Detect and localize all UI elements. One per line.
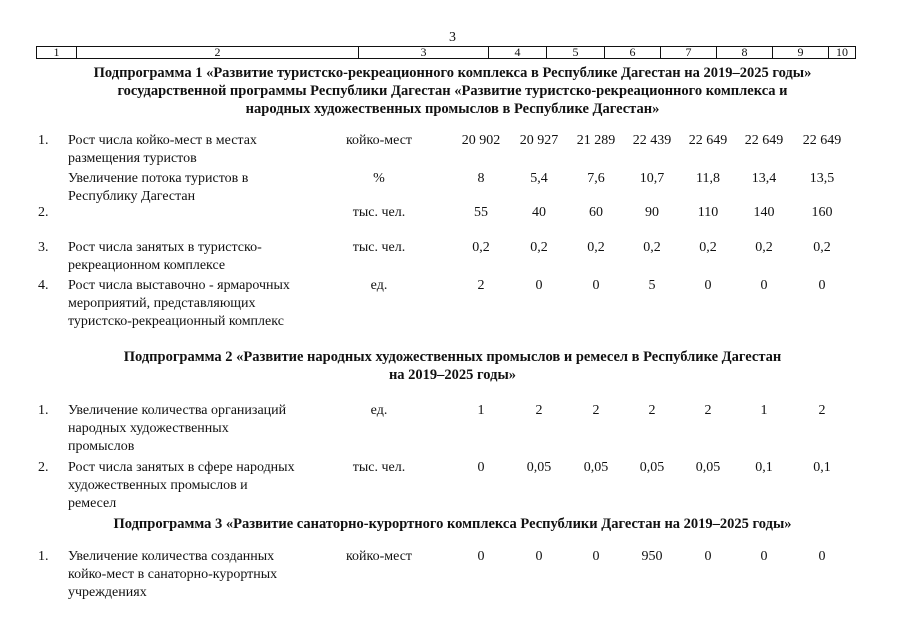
value-2024: 22 649 [744, 133, 784, 148]
value-2019: 1 [477, 403, 485, 418]
subprogram-1-title [0, 64, 905, 118]
row-number: 2. [38, 460, 49, 475]
table-row [0, 132, 905, 166]
header-col-6: 6 [605, 47, 661, 58]
row-number: 2. [38, 205, 49, 220]
unit-cell: ед. [370, 403, 388, 418]
header-col-9: 9 [773, 47, 829, 58]
value-2024: 1 [760, 403, 768, 418]
value-2025: 0 [818, 278, 826, 293]
value-2023: 110 [697, 205, 719, 220]
table-row [0, 548, 905, 600]
header-col-7: 7 [661, 47, 717, 58]
value-2020: 20 927 [519, 133, 559, 148]
value-2025: 13,5 [809, 171, 835, 186]
value-2020: 40 [532, 205, 546, 220]
indicator-name [68, 277, 326, 331]
indicator-name [68, 239, 326, 275]
unit-cell: койко-мест [345, 133, 413, 148]
value-2024: 0,2 [755, 240, 773, 255]
value-2019: 2 [477, 278, 485, 293]
header-col-8: 8 [717, 47, 773, 58]
value-2019: 55 [474, 205, 488, 220]
value-2022: 0,2 [643, 240, 661, 255]
subprogram-1-title-line: государственной программы Республики Дагестан «Развитие туристско-рекреационного комплекса и [117, 83, 788, 99]
value-2022: 22 439 [632, 133, 672, 148]
subprogram-1-title-line: народных художественных промыслов в Республике Дагестан» [245, 101, 660, 117]
indicator-name-line: художественных промыслов и [68, 478, 248, 493]
value-2025: 2 [818, 403, 826, 418]
subprogram-2-title-line: на 2019–2025 годы» [388, 367, 517, 383]
value-2023: 0 [704, 549, 712, 564]
value-2024: 0 [760, 549, 768, 564]
value-2021: 7,6 [587, 171, 605, 186]
value-2021: 0 [592, 549, 600, 564]
table-row [0, 459, 905, 511]
indicator-name-line: народных художественных [68, 421, 229, 436]
value-2023: 0,05 [695, 460, 721, 475]
indicator-name-line: туристско-рекреационный комплекс [68, 314, 284, 329]
unit-cell: тыс. чел. [352, 205, 406, 220]
indicator-name-line: койко-мест в санаторно-курортных [68, 567, 278, 582]
indicator-name [68, 459, 326, 513]
value-2021: 0,2 [587, 240, 605, 255]
row-number: 1. [38, 133, 49, 148]
indicator-name-line: учреждениях [68, 585, 147, 600]
subprogram-3-title-line: Подпрограмма 3 «Развитие санаторно-курортного комплекса Республики Дагестан на 2019–2025 годы» [113, 516, 792, 532]
unit-cell: тыс. чел. [352, 240, 406, 255]
value-2020: 2 [535, 403, 543, 418]
value-2023: 0,2 [699, 240, 717, 255]
indicator-name [68, 132, 326, 168]
header-col-10: 10 [836, 45, 848, 59]
subprogram-3-title [0, 515, 905, 533]
indicator-name-line: Увеличение количества организаций [68, 403, 287, 418]
unit-cell: % [373, 171, 385, 186]
value-2022: 5 [648, 278, 656, 293]
value-2023: 22 649 [688, 133, 728, 148]
table-row [0, 277, 905, 329]
value-2022: 90 [645, 205, 659, 220]
indicator-name-line: Республику Дагестан [68, 189, 196, 204]
header-col-2: 2 [77, 47, 359, 58]
indicator-name-line: Рост числа занятых в туристско- [68, 240, 262, 255]
value-2021: 60 [589, 205, 603, 220]
subprogram-2-title [0, 348, 905, 384]
indicator-name [68, 548, 326, 602]
value-2021: 2 [592, 403, 600, 418]
indicator-name-line: размещения туристов [68, 151, 197, 166]
subprogram-1-title-line: Подпрограмма 1 «Развитие туристско-рекреационного комплекса в Республике Дагестан на 2019–2025 годы» [93, 65, 812, 81]
header-col-5: 5 [547, 47, 605, 58]
value-2020: 0,2 [530, 240, 548, 255]
value-2020: 0 [535, 278, 543, 293]
column-number-header [36, 46, 856, 59]
unit-cell: койко-мест [345, 549, 413, 564]
unit-cell: ед. [370, 278, 388, 293]
value-2025: 0,1 [813, 460, 831, 475]
value-2019: 20 902 [461, 133, 501, 148]
value-2022: 950 [641, 549, 663, 564]
value-2024: 13,4 [751, 171, 777, 186]
value-2025: 160 [811, 205, 833, 220]
value-2019: 0,2 [472, 240, 490, 255]
value-2025: 22 649 [802, 133, 842, 148]
value-2020: 5,4 [530, 171, 548, 186]
value-2020: 0 [535, 549, 543, 564]
indicator-name-line: Увеличение потока туристов в [68, 171, 249, 186]
indicator-name-line: промыслов [68, 439, 135, 454]
indicator-name-line: мероприятий, представляющих [68, 296, 256, 311]
value-2024: 0 [760, 278, 768, 293]
header-col-4: 4 [489, 47, 547, 58]
indicator-name-line: ремесел [68, 496, 117, 511]
value-2022: 2 [648, 403, 656, 418]
table-row [0, 402, 905, 454]
value-2023: 2 [704, 403, 712, 418]
value-2022: 0,05 [639, 460, 665, 475]
table-row [0, 204, 905, 224]
table-row [0, 170, 905, 204]
value-2019: 0 [477, 549, 485, 564]
table-row [0, 239, 905, 273]
row-number: 3. [38, 240, 49, 255]
value-2024: 140 [753, 205, 775, 220]
value-2024: 0,1 [755, 460, 773, 475]
indicator-name-line: рекреационном комплексе [68, 258, 226, 273]
value-2019: 8 [477, 171, 485, 186]
indicator-name-line: Рост числа занятых в сфере народных [68, 460, 295, 475]
value-2021: 0,05 [583, 460, 609, 475]
row-number: 1. [38, 403, 49, 418]
value-2025: 0 [818, 549, 826, 564]
value-2021: 21 289 [576, 133, 616, 148]
indicator-name-line: Рост числа койко-мест в местах [68, 133, 257, 148]
indicator-name [68, 170, 326, 206]
subprogram-2-title-line: Подпрограмма 2 «Развитие народных художественных промыслов и ремесел в Республике Дагестан [123, 349, 782, 365]
indicator-name-line: Рост числа выставочно - ярмарочных [68, 278, 290, 293]
value-2019: 0 [477, 460, 485, 475]
unit-cell: тыс. чел. [352, 460, 406, 475]
value-2020: 0,05 [526, 460, 552, 475]
value-2023: 11,8 [696, 171, 720, 186]
value-2025: 0,2 [813, 240, 831, 255]
value-2022: 10,7 [639, 171, 665, 186]
row-number: 1. [38, 549, 49, 564]
row-number: 4. [38, 278, 49, 293]
header-col-1: 1 [37, 47, 77, 58]
page-number: 3 [449, 30, 456, 45]
value-2023: 0 [704, 278, 712, 293]
indicator-name [68, 402, 326, 456]
header-col-3: 3 [359, 47, 489, 58]
indicator-name-line: Увеличение количества созданных [68, 549, 275, 564]
value-2021: 0 [592, 278, 600, 293]
